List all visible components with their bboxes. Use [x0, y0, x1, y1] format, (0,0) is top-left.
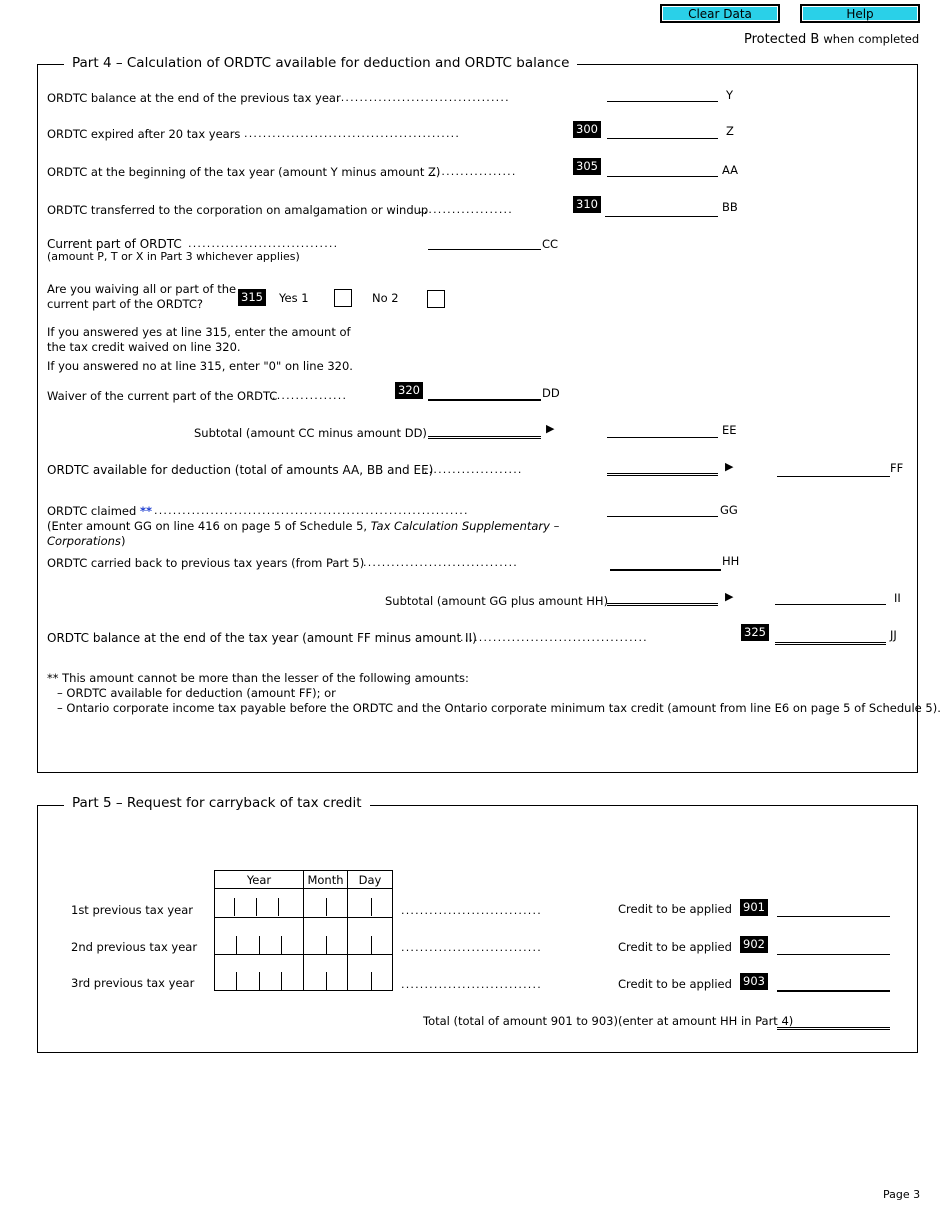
header-year: Year — [215, 871, 304, 889]
tick — [326, 898, 327, 916]
line-gg-sub1-text: (Enter amount GG on line 416 on page 5 of Schedule 5, — [47, 519, 368, 533]
arrow-ii-icon: ▶ — [725, 590, 734, 603]
tick — [234, 898, 235, 916]
line-gg-label — [47, 504, 152, 518]
line-hh-dots: ................................. — [363, 556, 518, 569]
part5-title: Part 5 – Request for carryback of tax credit — [64, 795, 370, 811]
code-902: 902 — [740, 936, 768, 953]
row2-credit-input[interactable] — [777, 954, 890, 955]
no-checkbox[interactable] — [427, 290, 445, 308]
footnote-bullet-1: – ORDTC available for deduction (amount FF); or — [57, 686, 336, 700]
line-cc-sub: (amount P, T or X in Part 3 whichever applies) — [47, 250, 300, 263]
footnote-bullet-2: – Ontario corporate income tax payable before the ORDTC and the Ontario corporate minimum tax credit (amount from line E6 on page 5 of Schedule 5). — [57, 701, 941, 715]
line-bb-label: ORDTC transferred to the corporation on amalgamation or windup — [47, 203, 429, 217]
header-month: Month — [304, 871, 348, 889]
line-ff-dots: ..................... — [424, 463, 523, 476]
line-ee-input[interactable] — [607, 437, 718, 438]
tick — [259, 936, 260, 954]
line-jj-dots: ........................................ — [460, 631, 648, 644]
code-300: 300 — [573, 121, 601, 138]
row3-credit-input[interactable] — [777, 990, 890, 992]
line-y-letter: Y — [726, 88, 734, 102]
line-gg-text: ORDTC claimed — [47, 504, 137, 518]
line-gg-dots: ................................................................... — [154, 504, 469, 517]
line-cc-input[interactable] — [428, 249, 541, 250]
yes-checkbox[interactable] — [334, 289, 352, 307]
line-gg-sub1 — [47, 519, 559, 533]
row3-credit-label: Credit to be applied — [618, 977, 732, 991]
line-ff-label: ORDTC available for deduction (total of amounts AA, BB and EE) — [47, 463, 434, 477]
line-dd-label: Waiver of the current part of the ORDTC — [47, 389, 278, 403]
line-dd-input[interactable] — [428, 399, 541, 401]
tick — [236, 936, 237, 954]
line-bb-input[interactable] — [605, 216, 718, 217]
line-y-dots: ..................................... — [336, 91, 510, 104]
tick — [371, 936, 372, 954]
line-ff-subtotal — [607, 473, 718, 476]
line-ee-subtotal — [428, 436, 541, 439]
line-gg-sub2 — [47, 534, 125, 548]
line-z-input[interactable] — [607, 138, 718, 139]
row1-credit-label: Credit to be applied — [618, 902, 732, 916]
line-hh-letter: HH — [722, 554, 740, 568]
line-cc-label: Current part of ORDTC — [47, 237, 182, 251]
line-aa-label: ORDTC at the beginning of the tax year (amount Y minus amount Z) — [47, 165, 441, 179]
line-ff-letter: FF — [890, 461, 904, 475]
line-gg-sub2-end: ) — [120, 534, 126, 548]
line-y-input[interactable] — [607, 101, 718, 102]
tick — [259, 972, 260, 990]
tick — [281, 972, 282, 990]
code-901: 901 — [740, 899, 768, 916]
line-dd-dots: ................ — [272, 389, 348, 402]
line-hh-label: ORDTC carried back to previous tax years (from Part 5) — [47, 556, 365, 570]
line-bb-letter: BB — [722, 200, 738, 214]
tick — [278, 898, 279, 916]
row1-day-input[interactable] — [348, 889, 393, 918]
row2-label: 2nd previous tax year — [71, 940, 198, 954]
line-y-label — [47, 91, 341, 105]
line-aa-letter: AA — [722, 163, 739, 177]
line-jj-input[interactable] — [775, 642, 886, 645]
line-bb-dots: .................... — [419, 203, 513, 216]
footnote-stars: ** — [139, 504, 152, 518]
line-ii-label: Subtotal (amount GG plus amount HH) — [385, 594, 609, 608]
row3-dots: .............................. — [401, 978, 542, 991]
row3-day-input[interactable] — [348, 955, 393, 991]
code-903: 903 — [740, 973, 768, 990]
waive-label-2: current part of the ORDTC? — [47, 297, 204, 311]
line-z-dots: .............................................. — [244, 127, 461, 140]
row2-day-input[interactable] — [348, 918, 393, 955]
line-cc-dots: ................................ — [188, 237, 339, 250]
protected-label — [744, 32, 919, 47]
note-yes-2: the tax credit waived on line 320. — [47, 340, 241, 354]
tick — [326, 972, 327, 990]
help-button[interactable]: Help — [800, 4, 920, 23]
arrow-ee-icon: ▶ — [546, 422, 555, 435]
arrow-ff-icon: ▶ — [725, 460, 734, 473]
line-ii-letter: II — [894, 591, 901, 605]
note-yes-1: If you answered yes at line 315, enter the amount of — [47, 325, 351, 339]
header-day: Day — [348, 871, 393, 889]
total-input[interactable] — [777, 1027, 890, 1030]
line-ee-letter: EE — [722, 423, 737, 437]
line-y-text: ORDTC balance at the end of the previous tax year — [47, 91, 341, 105]
note-no: If you answered no at line 315, enter "0" on line 320. — [47, 359, 353, 373]
line-gg-input[interactable] — [607, 516, 718, 517]
tick — [281, 936, 282, 954]
footnote-head: ** This amount cannot be more than the lesser of the following amounts: — [47, 671, 469, 685]
protected-b: Protected B — [744, 32, 820, 47]
line-ff-input[interactable] — [777, 476, 890, 477]
row2-credit-label: Credit to be applied — [618, 940, 732, 954]
code-315: 315 — [238, 289, 266, 306]
page-number: Page 3 — [883, 1188, 921, 1201]
tick — [256, 898, 257, 916]
part4-title: Part 4 – Calculation of ORDTC available for deduction and ORDTC balance — [64, 55, 577, 71]
line-gg-sub2-italic: Corporations — [47, 534, 121, 548]
row1-credit-input[interactable] — [777, 916, 890, 917]
no-label: No 2 — [372, 291, 399, 305]
line-z-letter: Z — [726, 124, 734, 138]
line-hh-input[interactable] — [610, 569, 721, 571]
tick — [236, 972, 237, 990]
line-z-label: ORDTC expired after 20 tax years — [47, 127, 241, 141]
row2-dots: .............................. — [401, 941, 542, 954]
when-completed: when completed — [823, 32, 920, 46]
tick — [326, 936, 327, 954]
line-gg-letter: GG — [720, 503, 738, 517]
code-320: 320 — [395, 382, 423, 399]
tick — [371, 972, 372, 990]
row1-label: 1st previous tax year — [71, 903, 193, 917]
yes-label: Yes 1 — [279, 291, 309, 305]
code-305: 305 — [573, 158, 601, 175]
line-aa-input[interactable] — [607, 176, 718, 177]
line-ii-input[interactable] — [775, 604, 886, 605]
line-dd-letter: DD — [542, 386, 560, 400]
row1-year-input[interactable] — [215, 889, 304, 918]
date-table — [214, 870, 393, 991]
tick — [371, 898, 372, 916]
line-cc-letter: CC — [542, 237, 559, 251]
line-jj-letter: JJ — [890, 628, 897, 642]
row1-dots: .............................. — [401, 904, 542, 917]
line-ee-label: Subtotal (amount CC minus amount DD) — [194, 426, 427, 440]
line-gg-sub1-italic: Tax Calculation Supplementary – — [370, 519, 560, 533]
code-325: 325 — [741, 624, 769, 641]
waive-label-1: Are you waiving all or part of the — [47, 282, 237, 296]
line-ii-subtotal — [607, 603, 718, 606]
line-jj-label: ORDTC balance at the end of the tax year (amount FF minus amount II) — [47, 631, 477, 645]
line-aa-dots: .................. — [432, 165, 517, 178]
clear-data-button[interactable]: Clear Data — [660, 4, 780, 23]
total-label: Total (total of amount 901 to 903)(enter at amount HH in Part 4) — [423, 1014, 794, 1028]
row3-label: 3rd previous tax year — [71, 976, 195, 990]
code-310: 310 — [573, 196, 601, 213]
